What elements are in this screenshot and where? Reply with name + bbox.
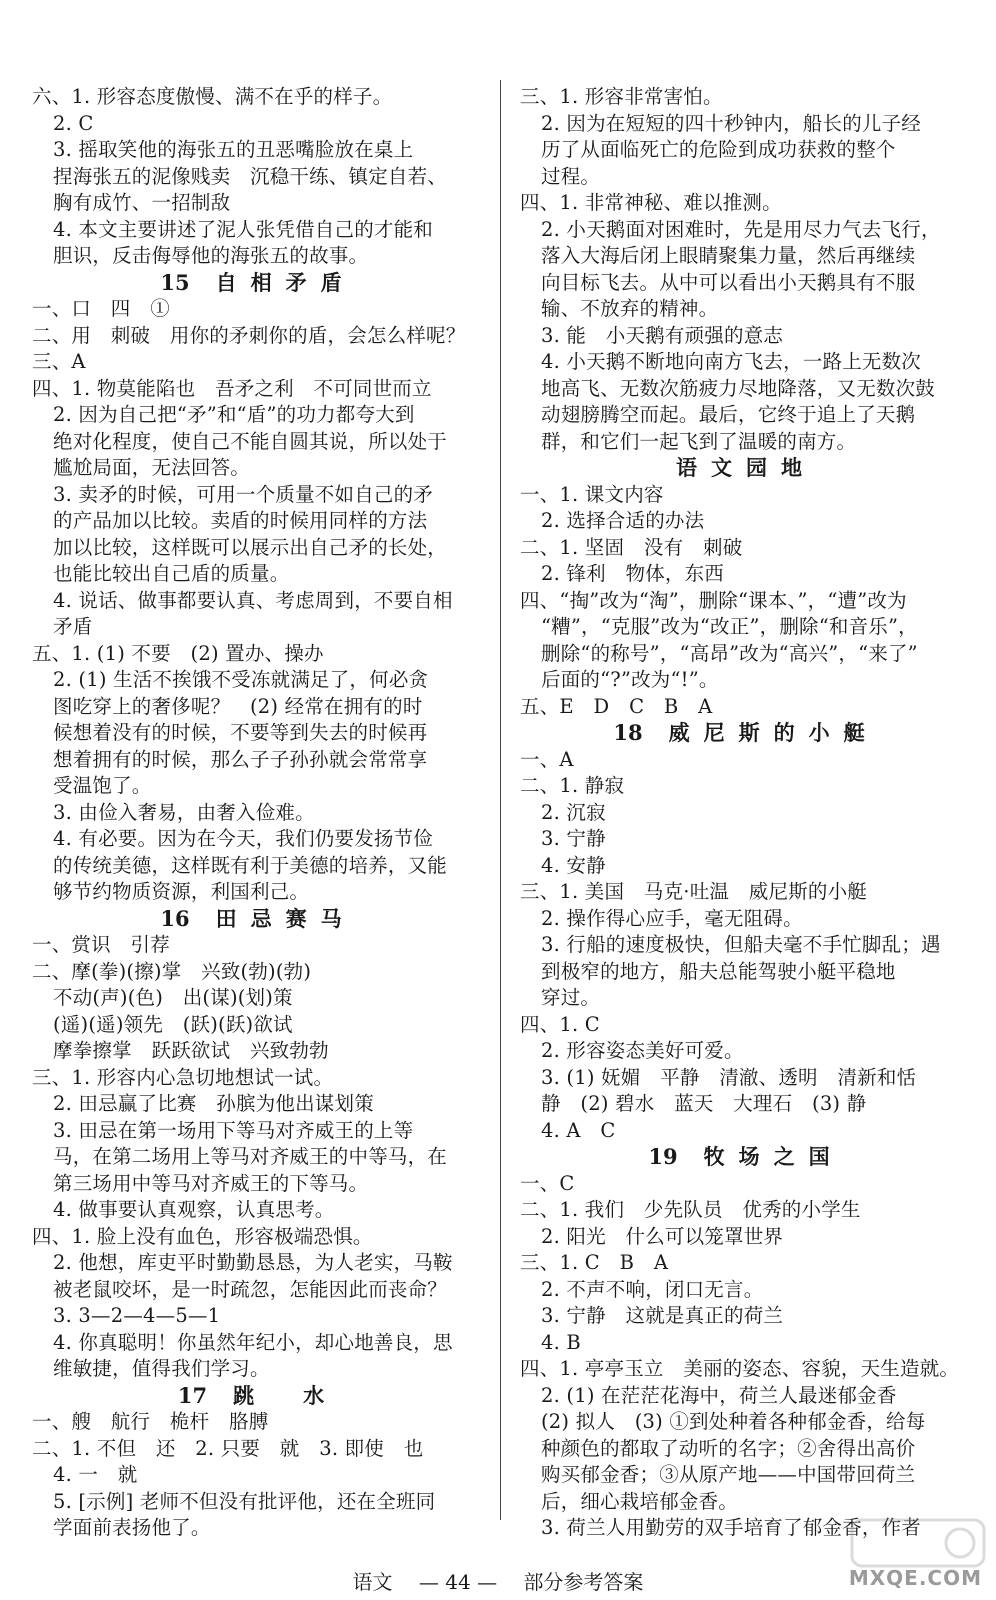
answer-line: 三、1. 美国 马克·吐温 威尼斯的小艇 [520, 880, 868, 903]
answer-line: 三、1. 形容非常害怕。 [520, 85, 723, 108]
answer-line: 学面前表扬他了。 [53, 1516, 211, 1539]
answer-line: 3. 由俭入奢易，由奢入俭难。 [53, 800, 315, 824]
answer-line: 3. (1) 妩媚 平静 清澈、透明 清新和恬 [541, 1065, 917, 1089]
answer-line: 3. 荷兰人用勤劳的双手培育了郁金香，作者 [541, 1516, 922, 1539]
lesson-number: 16 [160, 905, 190, 931]
answer-line: 后面的“?”改为“!”。 [541, 668, 719, 691]
lesson-heading [520, 455, 972, 482]
answer-line: 3. 宁静 [541, 827, 606, 850]
answer-line: 2. 沉寂 [541, 800, 606, 824]
answer-line: 群，和它们一起飞到了温暖的南方。 [541, 429, 857, 453]
answer-line: 不动(声)(色) 出(谋)(划)策 [53, 986, 293, 1009]
footer-subject: 语文 [352, 1570, 393, 1594]
answer-line: 穿过。 [541, 986, 601, 1009]
lesson-title: 跳 水 [233, 1382, 339, 1408]
answer-line: 三、A [32, 350, 86, 373]
answer-line: 二、1. 坚固 没有 刺破 [520, 535, 743, 559]
answer-line: 被老鼠咬坏，是一时疏忽，怎能因此而丧命？ [53, 1277, 448, 1301]
lesson-title: 语文园地 [676, 455, 816, 480]
answer-line: 购买郁金香；③从原产地——中国带回荷兰 [541, 1463, 916, 1486]
answer-line: 3. 行船的速度极快，但船夫毫不手忙脚乱；遇 [541, 933, 941, 956]
left-column [32, 84, 484, 1542]
answer-line: 地高飞、无数次筋疲力尽地降落，又无数次鼓 [541, 376, 936, 400]
answer-line: 4. 本文主要讲述了泥人张凭借自己的才能和 [53, 217, 434, 241]
answer-line: 历了从面临死亡的危险到成功获救的整个 [541, 138, 896, 161]
answer-line: 4. B [541, 1330, 581, 1354]
answer-line: 2. 他想，库吏平时勤勤恳恳，为人老实，马鞍 [53, 1251, 453, 1274]
answer-line: 3. 宁静 这就是真正的荷兰 [541, 1304, 784, 1327]
answer-line: 3. 摇取笑他的海张五的丑恶嘴脸放在桌上 [53, 138, 414, 161]
lesson-title: 牧场之国 [703, 1144, 844, 1169]
lesson-heading [32, 270, 484, 297]
answer-line: 一、艘 航行 桅杆 胳膊 [32, 1410, 269, 1433]
answer-line: 维敏捷，值得我们学习。 [53, 1357, 270, 1380]
lesson-title: 田忌赛马 [215, 905, 356, 931]
answer-line: 受温饱了。 [53, 774, 152, 797]
answer-line: 2. 阳光 什么可以笼罩世界 [541, 1224, 784, 1248]
answer-line: 二、摩(拳)(擦)掌 兴致(勃)(勃) [32, 959, 312, 983]
answer-line: 马，在第二场用上等马对齐威王的中等马，在 [53, 1145, 448, 1168]
answer-line: 2. (1) 生活不挨饿不受冻就满足了，何必贪 [53, 668, 429, 691]
answer-line: 一、1. 课文内容 [520, 482, 664, 506]
page-footer [0, 1566, 996, 1595]
watermark-text: MXQE.COM [848, 1566, 982, 1590]
lesson-number: 19 [648, 1144, 678, 1169]
answer-line: 的传统美德，这样既有利于美德的培养，又能 [53, 853, 448, 877]
answer-line: 3. 卖矛的时候，可用一个质量不如自己的矛 [53, 482, 434, 506]
lesson-heading [32, 906, 484, 933]
lesson-number: 15 [160, 269, 190, 295]
answer-line: 2. (1) 在茫茫花海中，荷兰人最迷郁金香 [541, 1383, 897, 1407]
answer-line: 四、1. 脸上没有血色，形容极端恐惧。 [32, 1224, 373, 1248]
answer-line: 二、用 刺破 用你的矛刺你的盾，会怎么样呢？ [32, 323, 466, 347]
answer-line: 第三场用中等马对齐威王的下等马。 [53, 1171, 369, 1195]
answer-line: 五、E D C B A [520, 694, 713, 718]
lesson-title: 自相矛盾 [215, 269, 356, 295]
answer-line: 一、C [520, 1171, 575, 1195]
answer-line: 后，细心栽培郁金香。 [541, 1489, 739, 1513]
answer-line: 2. 因为自己把“矛”和“盾”的功力都夸大到 [53, 403, 415, 426]
answer-line: 尴尬局面，无法回答。 [53, 456, 251, 479]
answer-line: 4. 说话、做事都要认真、考虑周到，不要自相 [53, 588, 453, 612]
answer-line: 胆识，反击侮辱他的海张五的故事。 [53, 244, 369, 267]
answer-line: (遥)(遥)领先 (跃)(跃)欲试 [53, 1012, 293, 1036]
answer-line: 捏海张五的泥像贱卖 沉稳干练、镇定自若、 [53, 164, 448, 188]
answer-line: 二、1. 不但 还 2. 只要 就 3. 即使 也 [32, 1436, 424, 1460]
answer-line: 候想着没有的时候，不要等到失去的时候再 [53, 721, 428, 744]
answer-line: 删除“的称号”，“高昂”改为“高兴”，“来了” [541, 641, 918, 665]
answer-line: 动翅膀腾空而起。最后，它终于追上了天鹅 [541, 403, 916, 426]
lesson-number: 18 [613, 720, 643, 745]
lesson-heading [520, 1144, 972, 1171]
answer-line: 2. 选择合适的办法 [541, 509, 705, 532]
answer-line: 4. 小天鹅不断地向南方飞去，一路上无数次 [541, 350, 922, 373]
answer-line: 也能比较出自己盾的质量。 [53, 562, 290, 585]
answer-line: 4. 你真聪明！你虽然年纪小，却心地善良，思 [53, 1330, 453, 1354]
answer-line: 六、1. 形容态度傲慢、满不在乎的样子。 [32, 85, 393, 108]
answer-line: 过程。 [541, 164, 601, 188]
answer-line: 2. 操作得心应手，毫无阻碍。 [541, 906, 803, 930]
footer-label: 部分参考答案 [523, 1570, 644, 1594]
answer-line: (2) 拟人 (3) ①到处种着各种郁金香，给每 [541, 1410, 926, 1433]
answer-line: 3. 3—2—4—5—1 [53, 1304, 221, 1327]
answer-line: 一、赏识 引荐 [32, 933, 170, 956]
answer-line: 摩拳擦掌 跃跃欲试 兴致勃勃 [53, 1039, 329, 1062]
answer-line: 3. 田忌在第一场用下等马对齐威王的上等 [53, 1118, 414, 1142]
answer-line: 的产品加以比较。卖盾的时候用同样的方法 [53, 509, 428, 532]
footer-page-number: — 44 — [418, 1570, 498, 1594]
lesson-number: 17 [177, 1382, 208, 1408]
answer-line: 一、口 四 ① [32, 297, 170, 320]
lesson-heading [32, 1383, 484, 1410]
answer-line: 五、1. (1) 不要 (2) 置办、操办 [32, 641, 324, 665]
answer-line: 三、1. C B A [520, 1251, 669, 1274]
answer-line: 四、1. 物莫能陷也 吾矛之利 不可同世而立 [32, 376, 432, 400]
answer-line: 5. [示例] 老师不但没有批评他，还在全班同 [53, 1489, 436, 1513]
answer-line: 2. 锋利 物体，东西 [541, 562, 725, 585]
lesson-title: 威尼斯的小艇 [668, 720, 879, 745]
answer-line: 4. 安静 [541, 853, 606, 877]
answer-line: 2. C [53, 111, 94, 135]
answer-line: 图吃穿上的奢侈呢？ (2) 经常在拥有的时 [53, 694, 423, 718]
answer-line: 4. 做事要认真观察，认真思考。 [53, 1198, 335, 1221]
answer-line: 2. 因为在短短的四十秒钟内，船长的儿子经 [541, 111, 922, 135]
answer-line: 静 (2) 碧水 蓝天 大理石 (3) 静 [541, 1092, 867, 1115]
answer-line: 4. 有必要。因为在今天，我们仍要发扬节俭 [53, 827, 434, 850]
answer-line: 四、1. 非常神秘、难以推测。 [520, 191, 782, 214]
answer-line: 三、1. 形容内心急切地想试一试。 [32, 1065, 334, 1089]
answer-line: 3. 能 小天鹅有顽强的意志 [541, 323, 784, 347]
answer-line: 4. A C [541, 1118, 616, 1142]
answer-line: 输、不放弃的精神。 [541, 297, 719, 320]
answer-line: 矛盾 [53, 615, 93, 638]
answer-line: 种颜色的都取了动听的名字；②舍得出高价 [541, 1436, 916, 1460]
answer-line: 到极窄的地方，船夫总能驾驶小艇平稳地 [541, 959, 896, 983]
column-divider [500, 80, 501, 1520]
answer-line: 四、“掏”改为“淘”，删除“课本、”，“遭”改为 [520, 588, 907, 612]
lesson-heading [520, 720, 972, 747]
answer-line: 2. 不声不响，闭口无言。 [541, 1277, 764, 1301]
answer-line: 想着拥有的时候，那么子子孙孙就会常常享 [53, 747, 428, 771]
answer-line: 二、1. 静寂 [520, 774, 625, 797]
answer-line: 够节约物质资源，利国利己。 [53, 880, 310, 903]
answer-line: 二、1. 我们 少先队员 优秀的小学生 [520, 1198, 861, 1221]
answer-line: “糟”，“克服”改为“改正”，删除“和音乐”， [541, 615, 918, 638]
answer-line: 加以比较，这样既可以展示出自己矛的长处， [53, 535, 448, 559]
answer-line: 向目标飞去。从中可以看出小天鹅具有不服 [541, 270, 916, 294]
answer-line: 2. 小天鹅面对困难时，先是用尽力气去飞行， [541, 217, 941, 241]
answer-line: 一、A [520, 747, 574, 771]
answer-line: 四、1. 亭亭玉立 美丽的姿态、容貌，天生造就。 [520, 1357, 960, 1380]
answer-line: 4. 一 就 [53, 1463, 138, 1486]
answer-line: 绝对化程度，使自己不能自圆其说，所以处于 [53, 429, 448, 453]
answer-line: 2. 形容姿态美好可爱。 [541, 1039, 744, 1062]
answer-line: 落入大海后闭上眼睛聚集力量，然后再继续 [541, 244, 916, 267]
answer-line: 胸有成竹、一招制敌 [53, 191, 231, 214]
right-column [520, 84, 972, 1542]
answer-line: 2. 田忌赢了比赛 孙膑为他出谋划策 [53, 1092, 374, 1115]
answer-line: 四、1. C [520, 1012, 600, 1036]
